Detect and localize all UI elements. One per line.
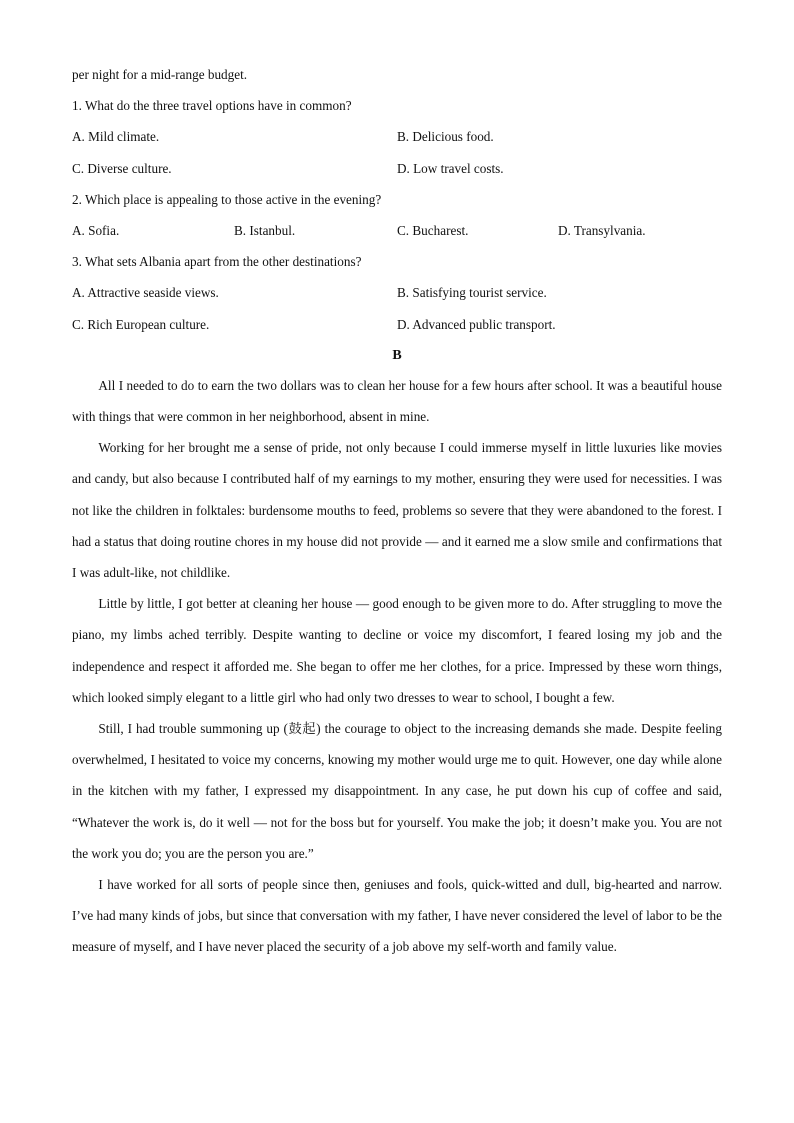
passage-paragraph-3: Little by little, I got better at cleaning her house — good enough to be given more to do. After struggling to move the piano, my limbs ached terribly. Despite wanting to decline or voice my discomfort, I feared losing my job and the independence and respect it afforded me. She began to offer me her clothes, for a price. Impressed by these worn things, which looked simply elegant to a little girl who had only two dresses to wear to school, I bought a few.: [72, 596, 722, 705]
question-1-option-a: A. Mild climate.: [72, 129, 160, 145]
question-3-options-row-2: [72, 312, 722, 343]
question-3-options-row-1: [72, 280, 722, 311]
question-2-option-a: A. Sofia.: [72, 222, 120, 238]
question-2-option-d: D. Transylvania.: [558, 222, 646, 238]
intro-tail-text: per night for a mid-range budget.: [72, 67, 248, 82]
question-2-option-b: B. Istanbul.: [234, 222, 296, 238]
question-1-option-d: D. Low travel costs.: [397, 160, 504, 176]
question-3-option-d: D. Advanced public transport.: [397, 316, 556, 332]
question-2-option-c: C. Bucharest.: [397, 222, 469, 238]
passage-paragraph-4: Still, I had trouble summoning up (鼓起) the courage to object to the increasing demands she made. Despite feeling overwhelmed, I hesitated to voice my concerns, knowing my mother would urge me to quit. However, one day while alone in the kitchen with my father, I expressed my disappointment. In any case, he put down his cup of coffee and said, “Whatever the work is, do it well — not for the boss but for yourself. You make the job; it doesn’t make you. You are not the work you do; you are the person you are.”: [72, 720, 722, 861]
question-3-option-a: A. Attractive seaside views.: [72, 285, 219, 301]
document-page: [72, 62, 722, 963]
passage-paragraph-5: I have worked for all sorts of people since then, geniuses and fools, quick-witted and dull, big-hearted and narrow. I’ve had many kinds of jobs, but since that conversation with my father, I have never considered the level of labor to be the measure of myself, and I have never placed the security of a job above my self-worth and family value.: [72, 876, 722, 955]
question-1-option-c: C. Diverse culture.: [72, 160, 172, 176]
question-3-option-c: C. Rich European culture.: [72, 316, 210, 332]
question-2-options-row: [72, 218, 722, 249]
passage-paragraph-1: All I needed to do to earn the two dollars was to clean her house for a few hours after school. It was a beautiful house with things that were common in her neighborhood, absent in mine.: [72, 377, 722, 424]
question-3-option-b: B. Satisfying tourist service.: [397, 285, 547, 301]
question-2-stem: 2. Which place is appealing to those active in the evening?: [72, 191, 382, 207]
question-1-options-row-1: [72, 124, 722, 155]
passage-paragraph-2: Working for her brought me a sense of pride, not only because I could immerse myself in little luxuries like movies and candy, but also because I contributed half of my earnings to my mother, ensuring they were used for necessities. I was not like the children in folktales: burdensome mouths to feed, problems so severe that they were abandoned to the forest. I had a status that doing routine chores in my house did not provide — and it earned me a slow smile and confirmations that I was adult-like, not childlike.: [72, 440, 722, 580]
section-heading: B: [392, 347, 402, 363]
question-3-stem: 3. What sets Albania apart from the other destinations?: [72, 254, 362, 270]
question-1-stem: 1. What do the three travel options have in common?: [72, 98, 352, 114]
question-1-option-b: B. Delicious food.: [397, 129, 494, 145]
question-1-options-row-2: [72, 156, 722, 187]
